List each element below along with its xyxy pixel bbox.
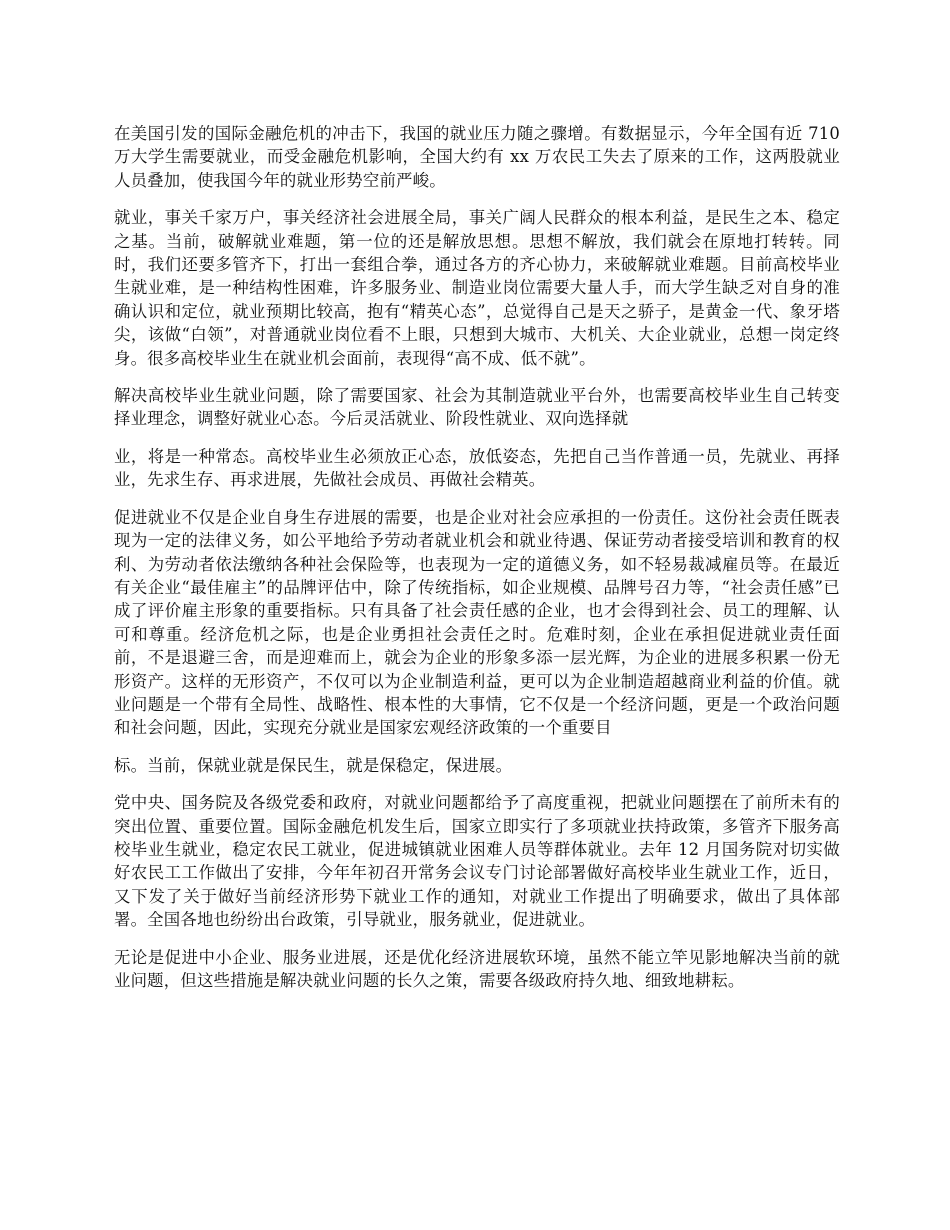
paragraph-graduate-attitude: 业，将是一种常态。高校毕业生必须放正心态，放低姿态，先把自己当作普通一员，先就业、再择业，先求生存、再求进展，先做社会成员、再做社会精英。 (114, 446, 840, 490)
paragraph-long-term-measures: 无论是促进中小企业、服务业进展，还是优化经济进展软环境，虽然不能立竿见影地解决当前的就业问题，但这些措施是解决就业问题的长久之策，需要各级政府持久地、细致地耕耘。 (114, 947, 840, 990)
paragraph-stability: 标。当前，保就业就是保民生，就是保稳定，保进展。 (114, 755, 513, 775)
paragraph-corporate-responsibility: 促进就业不仅是企业自身生存进展的需要，也是企业对社会应承担的一份责任。这份社会责任既表现为一定的法律义务，如公平地给予劳动者就业机会和就业待遇、保证劳动者接受培训和教育的权利、为劳动者依法缴纳各种社会保险等，也表现为一定的道德义务，如不轻易裁减雇员等。在最近有关企业“最佳雇主”的品牌评估中，除了传统指标，如企业规模、品牌号召力等，“社会责任感”已成了评价雇主形象的重要指标。只有具备了社会责任感的企业，也才会得到社会、员工的理解、认可和尊重。经济危机之际，也是企业勇担社会责任之时。危难时刻，企业在承担促进就业责任面前，不是退避三舍，而是迎难而上，就会为企业的形象多添一层光辉，为企业的进展多积累一份无形资产。这样的无形资产，不仅可以为企业制造利益，更可以为企业制造超越商业利益的价值。就业问题是一个带有全局性、战略性、根本性的大事情，它不仅是一个经济问题，更是一个政治问题和社会问题，因此，实现充分就业是国家宏观经济政策的一个重要目 (114, 507, 840, 738)
paragraph-government-policy: 党中央、国务院及各级党委和政府，对就业问题都给予了高度重视，把就业问题摆在了前所未有的突出位置、重要位置。国际金融危机发生后，国家立即实行了多项就业扶持政策，多管齐下服务高校毕业生就业，稳定农民工就业，促进城镇就业困难人员等群体就业。去年 12 月国务院对切实做好农民工工作做出了安排，今年年初召开常务会议专门讨论部署做好高校毕业生就业工作，近日，又下发了关于做好当前经济形势下就业工作的通知，对就业工作提出了明确要求，做出了具体部署。全国各地也纷纷出台政策，引导就业，服务就业，促进就业。 (114, 793, 840, 930)
paragraph-financial-crisis: 在美国引发的国际金融危机的冲击下，我国的就业压力随之骤增。有数据显示，今年全国有近 710 万大学生需要就业，而受金融危机影响，全国大约有 xx 万农民工失去了原来的工作，这两股就业人员叠加，使我国今年的就业形势空前严峻。 (114, 124, 840, 190)
paragraph-employment-importance: 就业，事关千家万户，事关经济社会进展全局，事关广阔人民群众的根本利益，是民生之本、稳定之基。当前，破解就业难题，第一位的还是解放思想。思想不解放，我们就会在原地打转转。同时，我们还要多管齐下，打出一套组合拳，通过各方的齐心协力，来破解就业难题。目前高校毕业生就业难，是一种结构性困难，许多服务业、制造业岗位需要大量人手，而大学生缺乏对自身的准确认识和定位，就业预期比较高，抱有“精英心态”，总觉得自己是天之骄子，是黄金一代、象牙塔尖，该做“白领”，对普通就业岗位看不上眼，只想到大城市、大机关、大企业就业，总想一岗定终身。很多高校毕业生在就业机会面前，表现得“高不成、低不就”。 (114, 208, 840, 368)
paragraph-graduate-mindset: 解决高校毕业生就业问题，除了需要国家、社会为其制造就业平台外，也需要高校毕业生自己转变择业理念，调整好就业心态。今后灵活就业、阶段性就业、双向选择就 (114, 386, 840, 429)
